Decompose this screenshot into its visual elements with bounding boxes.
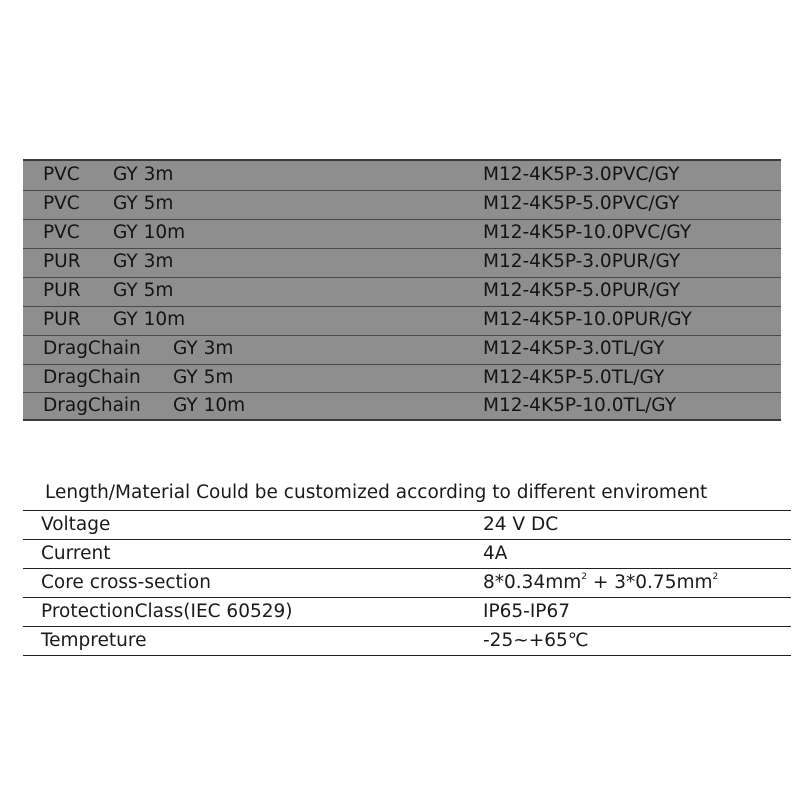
spec-value: -25~+65℃ <box>483 630 589 651</box>
table-row <box>23 306 781 334</box>
model-code-cell: M12-4K5P-10.0TL/GY <box>483 395 677 416</box>
length-cell: GY 5m <box>113 193 174 214</box>
material-cell: DragChain <box>43 367 141 388</box>
length-cell: GY 3m <box>113 251 174 272</box>
spec-row-temperature <box>23 626 791 656</box>
material-cell: DragChain <box>43 395 141 416</box>
superscript: 2 <box>712 572 719 582</box>
spec-label: Voltage <box>41 514 111 535</box>
model-code-cell: M12-4K5P-3.0TL/GY <box>483 338 665 359</box>
spec-row-current <box>23 539 791 568</box>
table-row <box>23 219 781 247</box>
length-cell: GY 10m <box>113 222 186 243</box>
model-code-cell: M12-4K5P-3.0PUR/GY <box>483 251 681 272</box>
table-row <box>23 161 781 189</box>
material-cell: PUR <box>43 251 81 272</box>
length-cell: GY 5m <box>173 367 234 388</box>
length-cell: GY 10m <box>113 309 186 330</box>
model-code-cell: M12-4K5P-5.0TL/GY <box>483 367 665 388</box>
model-code-cell: M12-4K5P-5.0PVC/GY <box>483 193 680 214</box>
spec-row-voltage <box>23 510 791 539</box>
spec-value: 4A <box>483 543 508 564</box>
spec-table <box>23 510 791 656</box>
length-cell: GY 3m <box>113 164 174 185</box>
model-code-cell: M12-4K5P-10.0PUR/GY <box>483 309 692 330</box>
model-code-cell: M12-4K5P-10.0PVC/GY <box>483 222 692 243</box>
material-cell: PUR <box>43 309 81 330</box>
material-cell: PVC <box>43 222 80 243</box>
material-cell: PVC <box>43 164 80 185</box>
length-cell: GY 3m <box>173 338 234 359</box>
spec-row-core-cross-section <box>23 568 791 597</box>
material-cell: PVC <box>43 193 80 214</box>
length-cell: GY 5m <box>113 280 174 301</box>
customization-note: Length/Material Could be customized according to different enviroment <box>45 482 708 503</box>
table-row <box>23 335 781 363</box>
product-table <box>23 159 781 421</box>
core-value-part-a: 8*0.34mm <box>483 572 582 593</box>
spec-value: 24 V DC <box>483 514 559 535</box>
spec-value: IP65-IP67 <box>483 601 570 622</box>
superscript: 2 <box>581 572 587 582</box>
table-row <box>23 248 781 276</box>
model-code-cell: M12-4K5P-3.0PVC/GY <box>483 164 680 185</box>
table-row <box>23 392 781 420</box>
material-cell: DragChain <box>43 338 141 359</box>
spec-label: ProtectionClass(IEC 60529) <box>41 601 293 622</box>
spec-label: Core cross-section <box>41 572 211 593</box>
model-code-cell: M12-4K5P-5.0PUR/GY <box>483 280 681 301</box>
core-value-part-b: + 3*0.75mm <box>587 572 713 593</box>
spec-value <box>483 569 718 597</box>
spec-label: Tempreture <box>41 630 147 651</box>
table-row <box>23 277 781 305</box>
table-row <box>23 364 781 392</box>
material-cell: PUR <box>43 280 81 301</box>
table-row <box>23 190 781 218</box>
length-cell: GY 10m <box>173 395 246 416</box>
spec-label: Current <box>41 543 111 564</box>
spec-row-protection-class <box>23 597 791 626</box>
